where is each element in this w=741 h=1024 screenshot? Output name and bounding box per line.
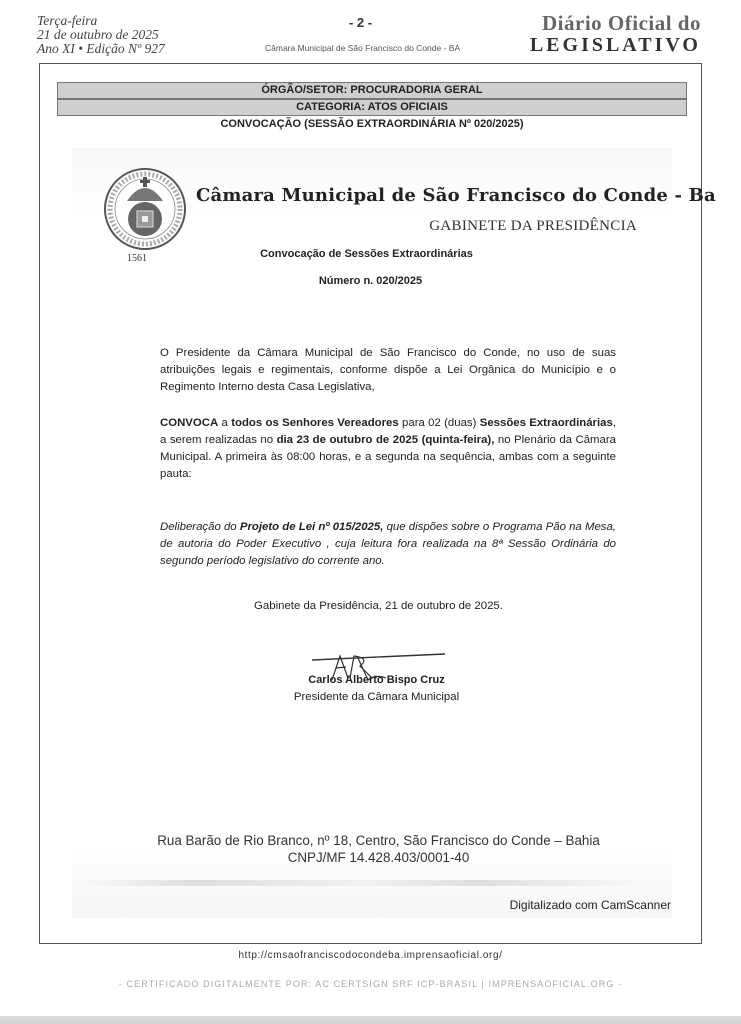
municipal-seal-icon: [103, 167, 187, 251]
todos-vereadores: todos os Senhores Vereadores: [231, 417, 399, 429]
paragraph-agenda: [160, 519, 616, 570]
document-number: Número n. 020/2025: [318, 275, 423, 287]
issue-date: 21 de outubro de 2025: [37, 27, 159, 42]
act-title: CONVOCAÇÃO (SESSÃO EXTRAORDINÁRIA Nº 020/2025): [220, 118, 524, 130]
masthead: [530, 12, 701, 56]
letterhead-footer: [8, 832, 741, 866]
page-number: - 2 -: [348, 15, 373, 30]
text-rest: no Plenário da Câmara Municipal. A primeira às 08:00 horas, e a segunda na sequência, ambas com a seguinte pauta:: [160, 434, 616, 480]
seal-year: 1561: [127, 253, 147, 264]
office-name: GABINETE DA PRESIDÊNCIA: [429, 218, 637, 234]
agenda-start: Deliberação do: [160, 521, 240, 533]
scanner-watermark: Digitalizado com CamScanner: [509, 898, 671, 912]
signing-date: Gabinete da Presidência, 21 de outubro de 2025.: [254, 600, 503, 612]
convoca-word: CONVOCA: [160, 417, 219, 429]
page-bottom-edge: [0, 1016, 741, 1024]
categoria-bar: CATEGORIA: ATOS OFICIAIS: [57, 99, 687, 116]
institution-name: Câmara Municipal de São Francisco do Conde - Ba: [196, 185, 716, 206]
header-subtitle: Câmara Municipal de São Francisco do Conde - BA: [265, 43, 461, 53]
bill-number: Projeto de Lei nº 015/2025,: [239, 521, 384, 533]
agenda-rest: que dispões sobre o Programa Pão na Mesa, de autoria do Poder Executivo , cuja leitura fora realizada na 8ª Sessão Ordinária do segundo período legislativo do corrente ano.: [160, 521, 616, 567]
session-date: dia 23 de outubro de 2025 (quinta-feira),: [276, 434, 495, 446]
signer-role: Presidente da Câmara Municipal: [293, 691, 460, 703]
signer-name: Carlos Alberto Bispo Cruz: [308, 674, 445, 686]
paragraph-convoca: [160, 415, 616, 483]
orgao-bar: ÓRGÃO/SETOR: PROCURADORIA GERAL: [57, 82, 687, 99]
address: Rua Barão de Rio Branco, nº 18, Centro, São Francisco do Conde – Bahia: [157, 833, 600, 848]
masthead-line2: LEGISLATIVO: [529, 34, 701, 56]
masthead-line1: Diário Oficial do: [542, 11, 701, 35]
publication-url[interactable]: http://cmsaofranciscodocondeba.imprensaoficial.org/: [238, 950, 503, 961]
paragraph-preamble: O Presidente da Câmara Municipal de São Francisco do Conde, no uso de suas atribuições legais e regimentais, conforme dispõe a Lei Orgânica do Município e o Regimento Interno desta Casa Legislativa,: [160, 347, 616, 393]
weekday: Terça-feira: [37, 13, 98, 28]
text-a: a: [218, 417, 232, 429]
text-para: para 02 (duas): [398, 417, 480, 429]
certification-text: - CERTIFICADO DIGITALMENTE POR: AC CERTSIGN SRF ICP-BRASIL | IMPRENSAOFICIAL.ORG -: [118, 979, 623, 989]
text-serem: , a serem realizadas no: [160, 417, 616, 446]
sessoes: Sessões Extraordinárias: [479, 417, 613, 429]
cnpj: CNPJ/MF 14.428.403/0001-40: [287, 850, 470, 865]
document-subject: Convocação de Sessões Extraordinárias: [260, 248, 473, 260]
scan-smudge: [80, 880, 650, 886]
edition-number: Ano XI • Edição Nº 927: [37, 41, 165, 56]
